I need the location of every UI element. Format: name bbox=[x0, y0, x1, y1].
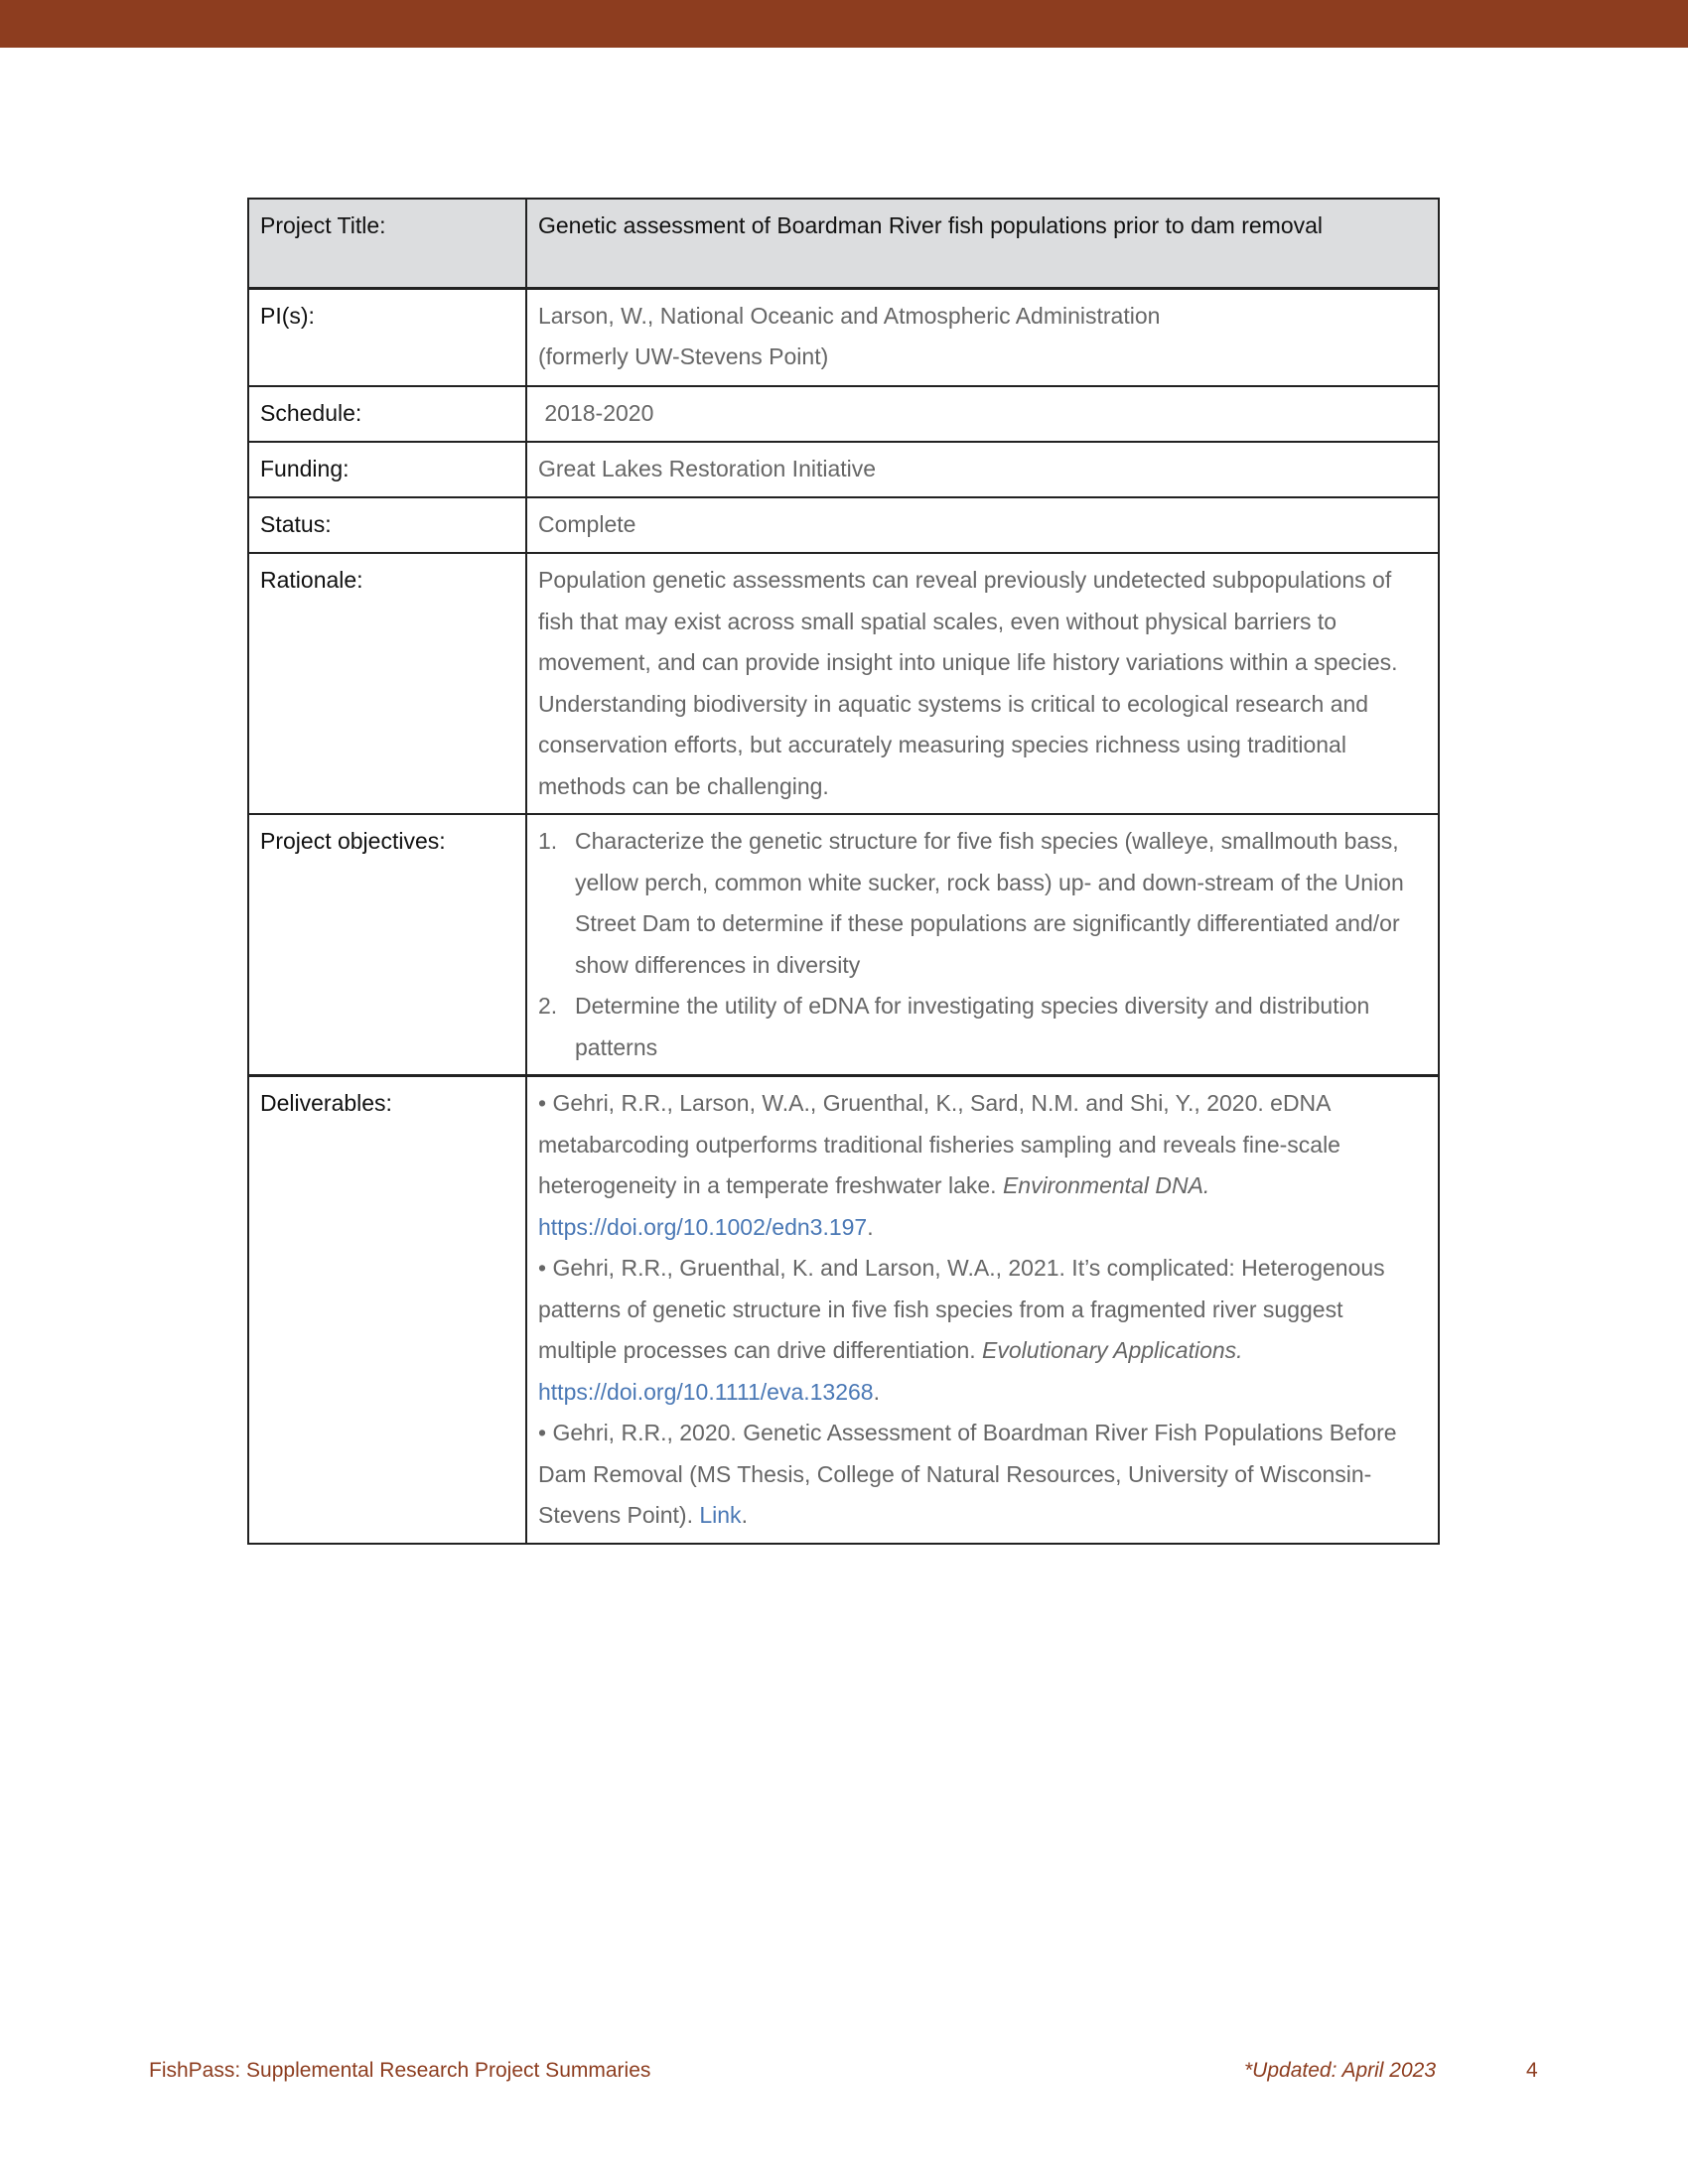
table-row-funding bbox=[248, 442, 1439, 497]
deliverable-item bbox=[538, 1413, 1428, 1537]
objectives-label: Project objectives: bbox=[248, 814, 526, 1076]
page-number: 4 bbox=[1526, 2059, 1538, 2082]
deliverables-value bbox=[526, 1076, 1439, 1544]
deliverables-label: Deliverables: bbox=[248, 1076, 526, 1544]
schedule-label: Schedule: bbox=[248, 386, 526, 442]
pi-line-2: (formerly UW-Stevens Point) bbox=[538, 343, 829, 369]
footer-title: FishPass: Supplemental Research Project Summaries bbox=[149, 2059, 651, 2082]
deliverable-end: . bbox=[873, 1378, 880, 1405]
pi-line-1: Larson, W., National Oceanic and Atmospheric Administration bbox=[538, 302, 1161, 329]
deliverable-journal: Environmental DNA. bbox=[1002, 1172, 1210, 1198]
doi-link[interactable]: https://doi.org/10.1002/edn3.197 bbox=[538, 1213, 868, 1240]
list-item bbox=[538, 821, 1428, 986]
schedule-value bbox=[526, 386, 1439, 442]
pi-value bbox=[526, 288, 1439, 386]
deliverable-journal: Evolutionary Applications. bbox=[982, 1337, 1243, 1363]
header-bar bbox=[0, 0, 1688, 48]
table-row-title bbox=[248, 199, 1439, 288]
deliverable-end: . bbox=[867, 1213, 874, 1240]
table-row-status bbox=[248, 497, 1439, 553]
title-value: Genetic assessment of Boardman River fish populations prior to dam removal bbox=[526, 199, 1439, 288]
pi-label: PI(s): bbox=[248, 288, 526, 386]
rationale-value: Population genetic assessments can reveal previously undetected subpopulations of fish that may exist across small spatial scales, even without physical barriers to movement, and can provide insight into unique life history variations within a species. Understanding biodiversity in aquatic systems is critical to ecological research and conservation efforts, but accurately measuring species richness using traditional methods can be challenging. bbox=[526, 553, 1439, 814]
objectives-list bbox=[538, 821, 1428, 1068]
schedule-text: 2018-2020 bbox=[544, 400, 654, 426]
objective-number: 2. bbox=[538, 993, 558, 1019]
rationale-label: Rationale: bbox=[248, 553, 526, 814]
table-row-deliverables bbox=[248, 1076, 1439, 1544]
status-label: Status: bbox=[248, 497, 526, 553]
project-summary-table bbox=[247, 198, 1440, 1545]
objective-number: 1. bbox=[538, 828, 558, 854]
table-row-objectives bbox=[248, 814, 1439, 1076]
deliverable-end: . bbox=[741, 1502, 748, 1528]
list-item bbox=[538, 986, 1428, 1068]
table-row-schedule bbox=[248, 386, 1439, 442]
deliverable-text: • Gehri, R.R., Gruenthal, K. and Larson, W.A., 2021. It’s complicated: Heterogenous patterns of genetic structure in five fish species from a fragmented river suggest multiple processes can drive differentiation. bbox=[538, 1255, 1385, 1363]
objectives-value bbox=[526, 814, 1439, 1076]
funding-value: Great Lakes Restoration Initiative bbox=[526, 442, 1439, 497]
doi-link[interactable]: https://doi.org/10.1111/eva.13268 bbox=[538, 1378, 874, 1405]
deliverable-text: • Gehri, R.R., Larson, W.A., Gruenthal, K., Sard, N.M. and Shi, Y., 2020. eDNA metabarcoding outperforms traditional fisheries sampling and reveals fine-scale heterogeneity in a temperate freshwater lake. bbox=[538, 1090, 1340, 1198]
deliverable-item bbox=[538, 1248, 1428, 1413]
status-value: Complete bbox=[526, 497, 1439, 553]
funding-label: Funding: bbox=[248, 442, 526, 497]
table-row-pi bbox=[248, 288, 1439, 386]
deliverable-item bbox=[538, 1083, 1428, 1248]
objective-text: Determine the utility of eDNA for investigating species diversity and distribution patterns bbox=[575, 993, 1370, 1060]
thesis-link[interactable]: Link bbox=[699, 1502, 742, 1528]
objective-text: Characterize the genetic structure for five fish species (walleye, smallmouth bass, yellow perch, common white sucker, rock bass) up- and down-stream of the Union Street Dam to determine if these populations are significantly differentiated and/or show differences in diversity bbox=[575, 828, 1404, 978]
title-label: Project Title: bbox=[248, 199, 526, 288]
deliverable-text: • Gehri, R.R., 2020. Genetic Assessment of Boardman River Fish Populations Before Dam Removal (MS Thesis, College of Natural Resources, University of Wisconsin-Stevens Point). bbox=[538, 1420, 1397, 1528]
footer-updated: *Updated: April 2023 bbox=[1244, 2059, 1437, 2082]
table-row-rationale bbox=[248, 553, 1439, 814]
